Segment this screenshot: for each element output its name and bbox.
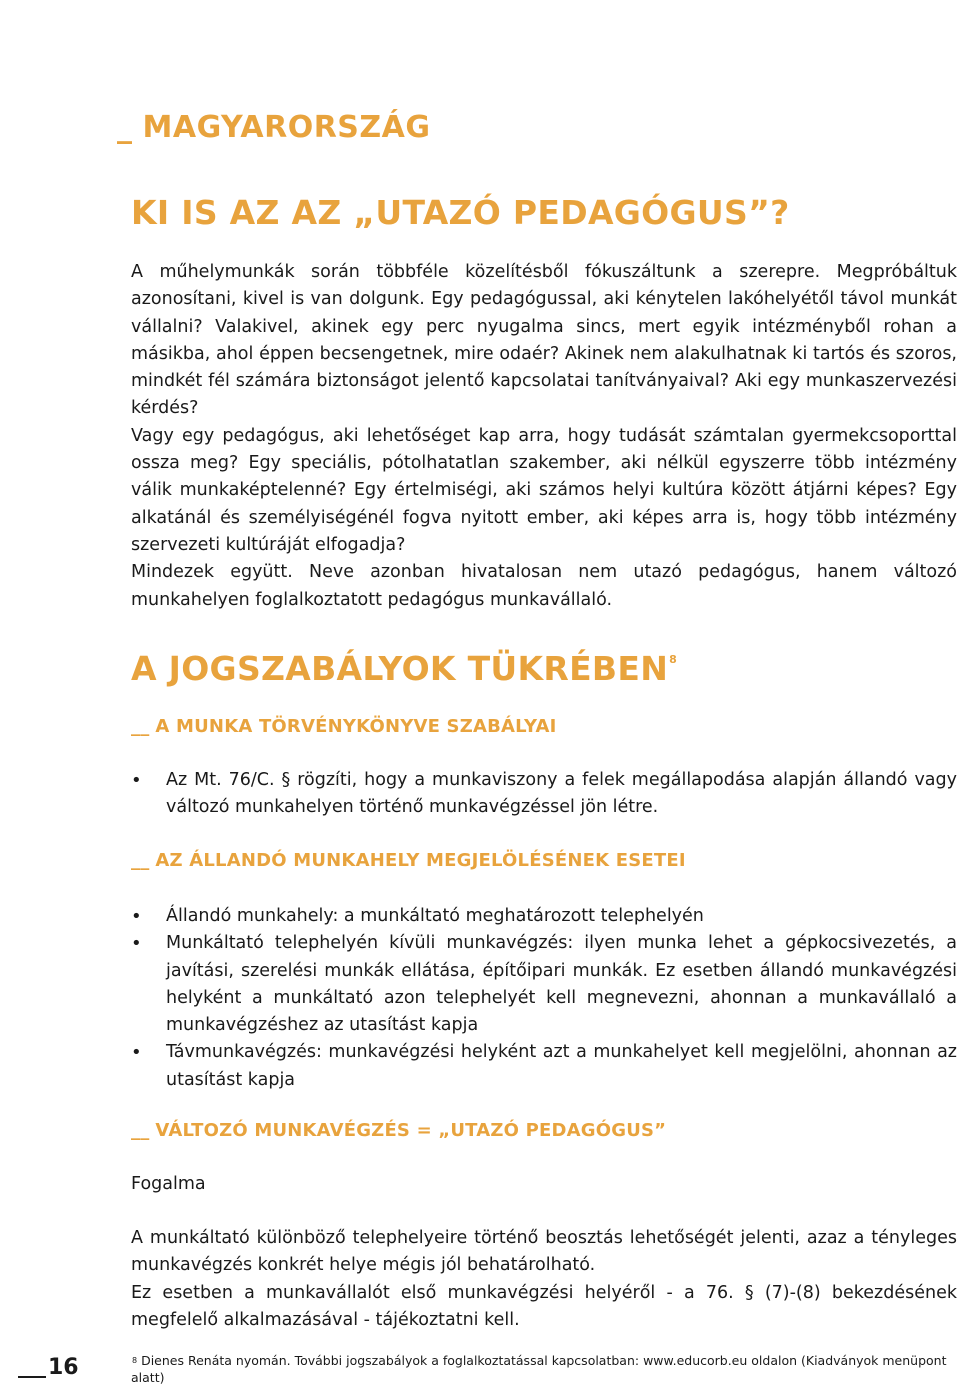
footnote-number: 8 xyxy=(132,1356,138,1365)
list-item: • Munkáltató telephelyén kívüli munkavégzés: ilyen munka lehet a gépkocsivezetés, a javítási, szerelési munkák ellátása, építőipari munkák. Ez esetben állandó munkavégzési helyként a munkáltató azon telephelyét kell megnevezni, ahonnan a munkavállaló a munkavégzéshez az utasítást kapja xyxy=(131,930,957,1039)
heading-jogszabalyok-text xyxy=(131,649,957,688)
subheading-allando-munkahely-text: AZ ÁLLANDÓ MUNKAHELY MEGJELÖLÉSÉNEK ESETEI xyxy=(155,850,686,871)
subheading-dash: __ xyxy=(131,850,150,871)
list-item: • Állandó munkahely: a munkáltató meghatározott telephelyén xyxy=(131,903,957,930)
footnote-ref[interactable]: 8 xyxy=(669,653,678,666)
page-number-rule xyxy=(18,1376,46,1378)
subheading-dash: __ xyxy=(131,1120,150,1141)
subheading-valtozo-munkavegzes xyxy=(131,1120,957,1141)
intro-paragraph-2: Vagy egy pedagógus, aki lehetőséget kap arra, hogy tudását számtalan gyermekcsoporttal ossza meg? Egy speciális, pótolhatatlan szakember, aki nélkül egyszerre több intézmény válik munkaképtelenné? Egy értelmiségi, aki számos helyi kultúra között átjárni képes? Egy alkatánál és személyiségénél fogva nyitott ember, aki képes arra is, hogy több intézmény szervezeti kultúráját elfogadja? xyxy=(131,425,957,555)
page-number-text: 16 xyxy=(48,1355,79,1380)
fixed-workplace-list xyxy=(131,903,957,1094)
section-country: MAGYARORSZÁG xyxy=(142,110,431,145)
footnote-text: Dienes Renáta nyomán. További jogszabályok a foglalkoztatással kapcsolatban: www.educorb.eu oldalon (Kiadványok menüpont alatt) xyxy=(131,1353,947,1385)
list-item: • Az Mt. 76/C. § rögzíti, hogy a munkaviszony a felek megállapodása alapján állandó vagy változó munkahelyen történő munkavégzéssel jön létre. xyxy=(131,767,957,822)
labour-list xyxy=(131,767,957,822)
heading-jogszabalyok-label: A JOGSZABÁLYOK TÜKRÉBEN xyxy=(131,649,669,688)
intro-text xyxy=(131,259,957,614)
intro-paragraph-3: Mindezek együtt. Neve azonban hivatalosan nem utazó pedagógus, hanem változó munkahelyen foglalkoztatott pedagógus munkavállaló. xyxy=(131,562,957,610)
heading-jogszabalyok xyxy=(131,649,957,688)
fogalma-text: Fogalma xyxy=(131,1174,206,1194)
final-paragraph-2: Ez esetben a munkavállalót első munkavégzési helyéről - a 76. § (7)-(8) bekezdésének megfelelő alkalmazásával - tájékoztatni kell. xyxy=(131,1282,957,1330)
section-dash: _ xyxy=(117,110,133,145)
footnote xyxy=(131,1352,957,1386)
list-item: • Távmunkavégzés: munkavégzési helyként azt a munkahelyet kell megjelölni, ahonnan az utasítást kapja xyxy=(131,1039,957,1094)
subheading-munka-torvenykonyve-text: A MUNKA TÖRVÉNYKÖNYVE SZABÁLYAI xyxy=(155,716,557,737)
heading-utazo-pedagogus-text: KI IS AZ AZ „UTAZÓ PEDAGÓGUS”? xyxy=(131,193,790,232)
intro-paragraph-1: A műhelymunkák során többféle közelítésből fókuszáltunk a szerepre. Megpróbáltuk azonosítani, kivel is van dolgunk. Egy pedagógussal, aki kénytelen lakóhelyétől távol munkát vállalni? Valakivel, akinek egy perc nyugalma sincs, mert egyik intézményből rohan a másikba, ahol éppen becsengetnek, mire odaér? Akinek nem alakulhatnak ki tartós és szoros, mindkét fél számára biztonságot jelentő kapcsolatai tanítványaival? Aki egy munkaszervezési kérdés? xyxy=(131,262,957,419)
section-label xyxy=(117,110,431,145)
fogalma-label xyxy=(131,1171,957,1198)
subheading-munka-torvenykonyve xyxy=(131,716,957,737)
heading-utazo-pedagogus xyxy=(131,193,957,232)
page-number xyxy=(18,1355,79,1380)
final-text xyxy=(131,1225,957,1334)
final-paragraph-1: A munkáltató különböző telephelyeire történő beosztás lehetőségét jelenti, azaz a tényleges munkavégzés konkrét helye mégis jól behatárolható. xyxy=(131,1228,957,1276)
subheading-allando-munkahely xyxy=(131,850,957,871)
subheading-valtozo-munkavegzes-text: VÁLTOZÓ MUNKAVÉGZÉS = „UTAZÓ PEDAGÓGUS” xyxy=(155,1120,667,1141)
subheading-dash: __ xyxy=(131,716,150,737)
